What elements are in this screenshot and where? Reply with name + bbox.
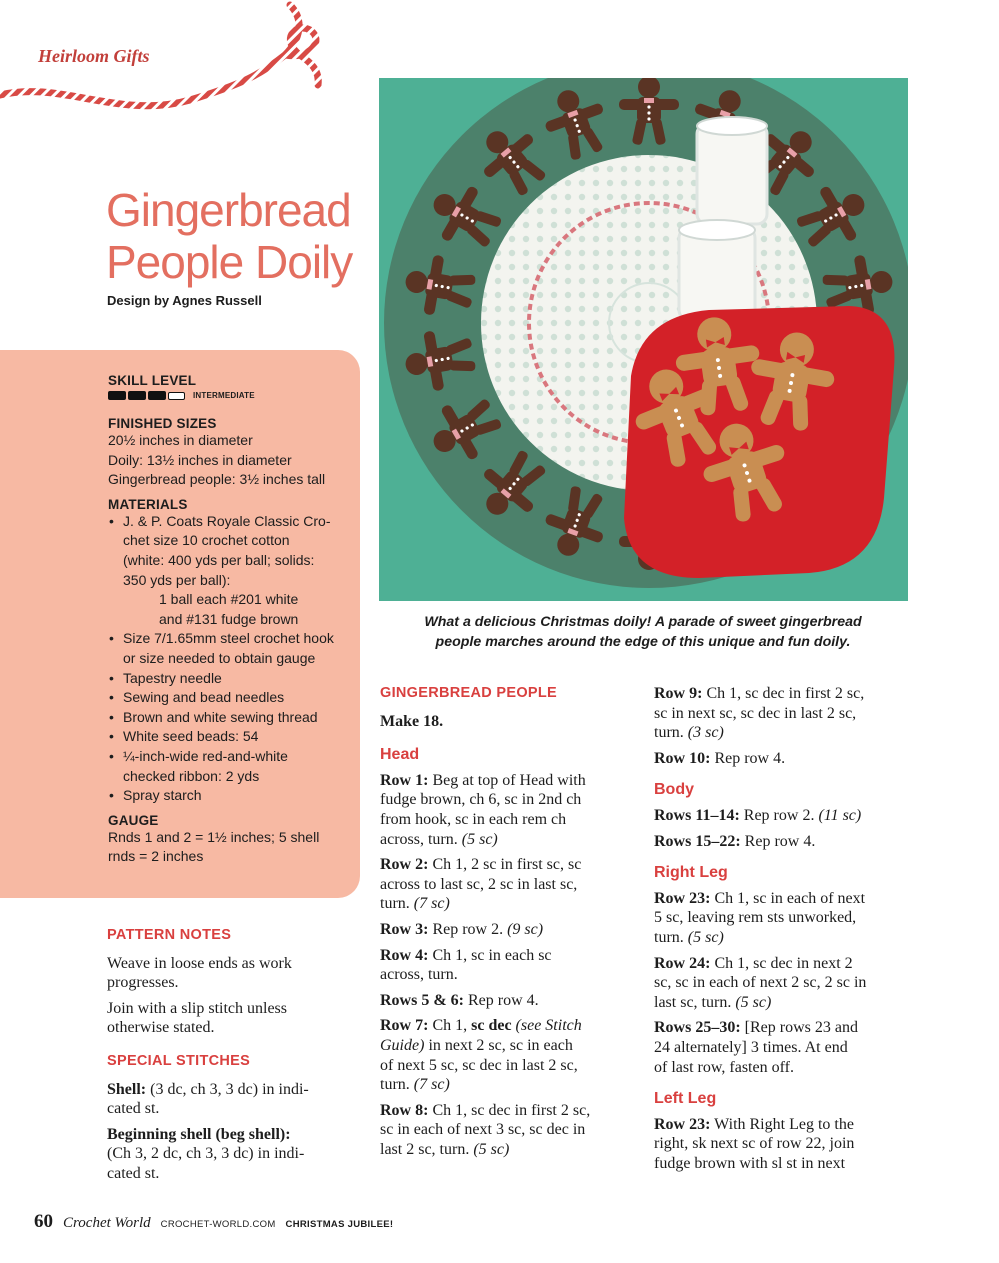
title-line-2: People Doily [106,236,353,288]
column-2 [380,684,635,1165]
note: Join with a slip stitch unless otherwise stated. [107,999,287,1037]
size-line: Doily: 13½ inches in diameter [108,451,292,468]
instruction-row: Rows 25–30: [Rep rows 23 and 24 alternately] 3 times. At end of last row, fasten off. [654,1019,858,1076]
material-item: • Sewing and bead needles [108,688,358,708]
body-heading: Body [654,781,694,799]
instruction-row: Rows 5 & 6: Rep row 4. [380,991,539,1009]
instruction-row: Row 8: Ch 1, sc dec in first 2 sc, sc in each of next 3 sc, sc dec in last 2 sc, turn. (5 sc) [380,1101,591,1158]
right-leg-heading: Right Leg [654,864,728,882]
doily-illustration [379,78,908,601]
material-item: • Tapestry needle [108,669,358,689]
issue-name: CHRISTMAS JUBILEE! [285,1219,394,1230]
left-leg-heading: Left Leg [654,1090,717,1108]
sizes-heading: FINISHED SIZES [108,416,217,431]
material-item: • Brown and white sewing thread [108,708,358,728]
instruction-row: Row 1: Beg at top of Head with fudge brown, ch 6, sc in 2nd ch from hook, sc in each rem ch across, turn. (5 sc) [380,771,586,848]
material-item: • ¼-inch-wide red-and-white checked ribbon: 2 yds [108,747,358,786]
instruction-row: Row 7: Ch 1, sc dec (see Stitch Guide) in next 2 sc, sc in each of next 5 sc, sc dec in last 2 sc, turn. (7 sc) [380,1017,582,1094]
instruction-row: Row 3: Rep row 2. (9 sc) [380,920,544,938]
size-line: Gingerbread people: 3½ inches tall [108,471,326,488]
skill-level-meter [108,391,358,400]
sidebar-content [108,373,358,867]
instruction-row: Row 2: Ch 1, 2 sc in first sc, sc across to last sc, 2 sc in last sc, turn. (7 sc) [380,856,582,913]
stitch-definition: Beginning shell (beg shell): (Ch 3, 2 dc, ch 3, 3 dc) in indi- cated st. [107,1125,305,1182]
material-item: • White seed beads: 54 [108,727,358,747]
gingerbread-people-heading: GINGERBREAD PEOPLE [380,685,558,701]
page-title [106,184,366,288]
make-count: Make 18. [380,712,444,730]
skill-block-4 [168,392,185,400]
instruction-row: Row 23: Ch 1, sc in each of next 5 sc, leaving rem sts unworked, turn. (5 sc) [654,889,866,946]
instruction-row: Row 4: Ch 1, sc in each sc across, turn. [380,946,552,984]
page-footer [34,1211,393,1233]
rope-decoration [0,0,330,140]
magazine-name: Crochet World [63,1215,151,1231]
skill-heading: SKILL LEVEL [108,373,197,388]
instruction-row: Row 10: Rep row 4. [654,749,786,767]
materials-list [108,512,358,806]
material-item: • Size 7/1.65mm steel crochet hook or size needed to obtain gauge [108,629,358,668]
section-label: Heirloom Gifts [38,46,150,66]
gauge-text: Rnds 1 and 2 = 1½ inches; 5 shell rnds = 2 inches [108,828,320,865]
head-heading: Head [380,746,420,764]
column-3 [654,684,909,1179]
skill-block-1 [108,391,126,400]
instruction-row: Row 24: Ch 1, sc dec in next 2 sc, sc in each of next 2 sc, 2 sc in last sc, turn. (5 sc) [654,954,867,1011]
magazine-url[interactable]: CROCHET-WORLD.COM [160,1219,276,1230]
title-line-1: Gingerbread [106,184,351,236]
skill-block-2 [128,391,146,400]
special-stitches-heading: SPECIAL STITCHES [107,1052,251,1069]
skill-label: INTERMEDIATE [193,391,255,400]
byline: Design by Agnes Russell [107,293,262,308]
pattern-notes-heading: PATTERN NOTES [107,927,232,943]
skill-block-3 [148,391,166,400]
stitch-definition: Shell: (3 dc, ch 3, 3 dc) in indi- cated st. [107,1080,309,1118]
page-number: 60 [34,1211,53,1232]
materials-heading: MATERIALS [108,496,188,512]
column-1 [107,926,342,1190]
sizes-list [108,431,358,490]
instruction-row: Rows 15–22: Rep row 4. [654,832,816,850]
size-line: 20½ inches in diameter [108,432,253,448]
note: Weave in loose ends as work progresses. [107,954,292,992]
instruction-row: Row 9: Ch 1, sc dec in first 2 sc, sc in next sc, sc dec in last 2 sc, turn. (3 sc) [654,685,865,742]
doily-photo [379,78,908,601]
photo-caption: What a delicious Christmas doily! A parade of sweet gingerbread people marches around the edge of this unique and fun doily. [424,614,862,650]
instruction-row: Rows 11–14: Rep row 2. (11 sc) [654,806,862,824]
material-item: • J. & P. Coats Royale Classic Cro- chet size 10 crochet cotton (white: 400 yds per ball; solids: 350 yds per ball): 1 ball each #201 white and #131 fudge brown [108,512,358,630]
material-item: • Spray starch [108,786,358,806]
gauge-heading: GAUGE [108,812,159,828]
instruction-row: Row 23: With Right Leg to the right, sk next sc of row 22, join fudge brown with sl st in next [654,1115,855,1172]
